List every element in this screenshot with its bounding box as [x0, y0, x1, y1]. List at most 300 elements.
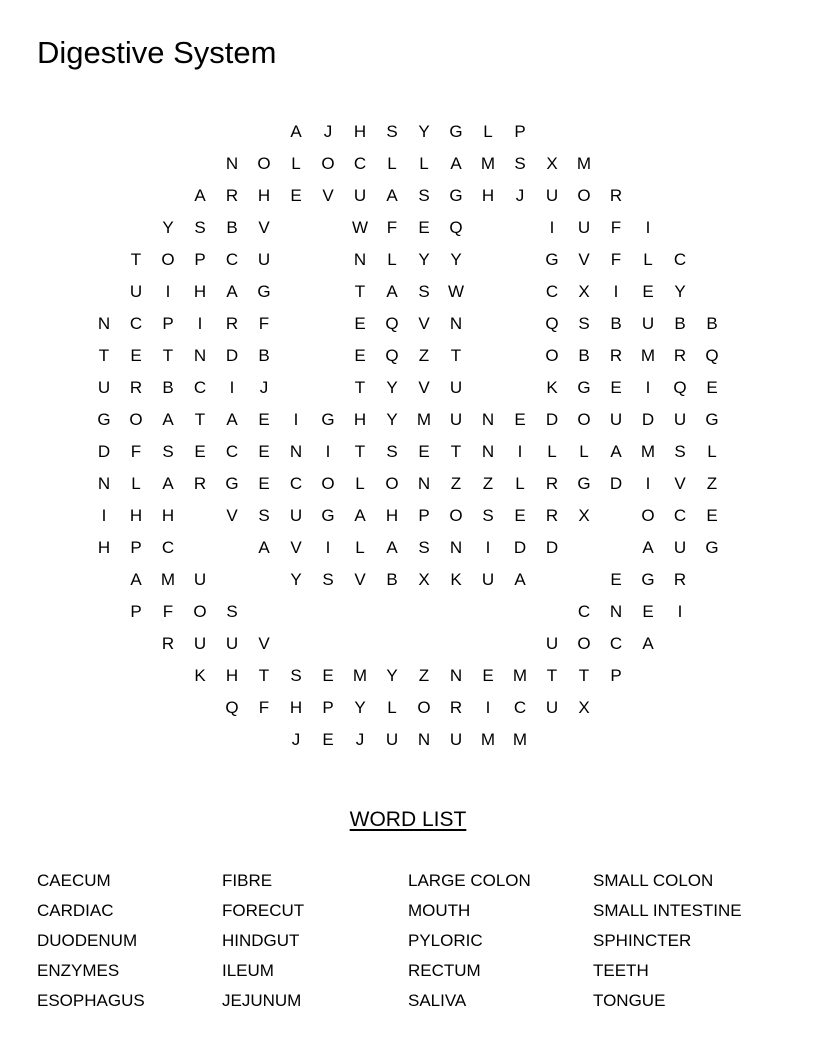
- grid-letter: P: [130, 602, 142, 621]
- grid-letter: S: [514, 154, 526, 173]
- grid-letter: G: [449, 186, 463, 205]
- grid-letter: S: [194, 218, 206, 237]
- grid-letter: E: [610, 570, 622, 589]
- grid-letter: A: [386, 282, 398, 301]
- grid-letter: A: [194, 186, 206, 205]
- grid-letter: D: [641, 410, 655, 429]
- grid-letter: G: [577, 378, 591, 397]
- grid-letter: G: [577, 474, 591, 493]
- grid-letter: N: [449, 538, 463, 557]
- grid-letter: V: [290, 538, 302, 557]
- grid-letter: C: [289, 474, 303, 493]
- grid-letter: E: [258, 410, 270, 429]
- grid-letter: L: [707, 442, 717, 461]
- grid-letter: N: [417, 730, 431, 749]
- grid-letter: V: [258, 634, 270, 653]
- grid-letter: R: [129, 378, 143, 397]
- grid-letter: S: [386, 122, 398, 141]
- grid-letter: N: [97, 314, 111, 333]
- grid-letter: L: [131, 474, 141, 493]
- grid-letter: X: [578, 282, 590, 301]
- grid-letter: S: [482, 506, 494, 525]
- grid-letter: H: [289, 698, 303, 717]
- word-list-item: HINDGUT: [222, 931, 300, 950]
- word-list-item: LARGE COLON: [408, 871, 531, 890]
- grid-letter: R: [161, 634, 175, 653]
- grid-letter: E: [194, 442, 206, 461]
- grid-letter: A: [642, 634, 654, 653]
- page-title: Digestive System: [37, 35, 277, 70]
- grid-letter: C: [161, 538, 175, 557]
- grid-letter: P: [322, 698, 334, 717]
- grid-letter: A: [258, 538, 270, 557]
- grid-letter: A: [386, 186, 398, 205]
- grid-letter: Y: [418, 250, 430, 269]
- grid-letter: B: [386, 570, 398, 589]
- grid-letter: E: [642, 602, 654, 621]
- grid-letter: O: [385, 474, 399, 493]
- grid-letter: M: [576, 154, 592, 173]
- grid-letter: U: [385, 730, 399, 749]
- grid-letter: H: [481, 186, 495, 205]
- grid-letter: U: [673, 410, 687, 429]
- grid-letter: C: [545, 282, 559, 301]
- grid-letter: M: [480, 730, 496, 749]
- grid-letter: U: [289, 506, 303, 525]
- grid-letter: F: [610, 250, 622, 269]
- grid-letter: F: [258, 698, 270, 717]
- grid-letter: O: [577, 186, 591, 205]
- grid-letter: V: [418, 378, 430, 397]
- grid-letter: C: [225, 250, 239, 269]
- grid-letter: R: [673, 346, 687, 365]
- grid-letter: Q: [673, 378, 687, 397]
- grid-letter: G: [545, 250, 559, 269]
- grid-letter: T: [258, 666, 270, 685]
- grid-letter: S: [674, 442, 686, 461]
- grid-letter: I: [485, 698, 491, 717]
- grid-letter: O: [129, 410, 143, 429]
- grid-letter: U: [545, 634, 559, 653]
- grid-letter: U: [577, 218, 591, 237]
- grid-letter: Q: [545, 314, 559, 333]
- grid-letter: V: [354, 570, 366, 589]
- grid-letter: G: [257, 282, 271, 301]
- grid-letter: U: [545, 698, 559, 717]
- grid-letter: Y: [674, 282, 686, 301]
- word-list-item: SPHINCTER: [593, 931, 692, 950]
- grid-letter: K: [194, 666, 206, 685]
- grid-letter: L: [483, 122, 493, 141]
- grid-letter: O: [577, 410, 591, 429]
- grid-letter: Z: [418, 666, 430, 685]
- grid-letter: H: [353, 122, 367, 141]
- word-list-column: [408, 868, 593, 1018]
- grid-letter: A: [642, 538, 654, 557]
- grid-letter: C: [513, 698, 527, 717]
- grid-letter: L: [291, 154, 301, 173]
- grid-letter: Q: [385, 314, 399, 333]
- grid-letter: A: [514, 570, 526, 589]
- grid-letter: O: [257, 154, 271, 173]
- grid-letter: R: [193, 474, 207, 493]
- grid-letter: H: [353, 410, 367, 429]
- word-list-item: CARDIAC: [37, 901, 114, 920]
- grid-letter: R: [449, 698, 463, 717]
- grid-letter: D: [609, 474, 623, 493]
- grid-letter: U: [673, 538, 687, 557]
- grid-letter: Y: [386, 666, 398, 685]
- word-list-item: FIBRE: [222, 871, 273, 890]
- grid-letter: H: [161, 506, 175, 525]
- grid-letter: I: [485, 538, 491, 557]
- grid-letter: E: [514, 410, 526, 429]
- grid-letter: E: [418, 442, 430, 461]
- grid-letter: I: [645, 218, 651, 237]
- grid-letter: N: [481, 442, 495, 461]
- grid-letter: Z: [482, 474, 494, 493]
- grid-letter: Z: [450, 474, 462, 493]
- grid-letter: P: [194, 250, 206, 269]
- grid-letter: I: [517, 442, 523, 461]
- grid-letter: P: [514, 122, 526, 141]
- grid-letter: E: [482, 666, 494, 685]
- grid-letter: R: [609, 346, 623, 365]
- grid-letter: C: [225, 442, 239, 461]
- grid-letter: U: [481, 570, 495, 589]
- grid-letter: X: [418, 570, 430, 589]
- grid-letter: E: [290, 186, 302, 205]
- grid-letter: F: [162, 602, 174, 621]
- grid-letter: I: [101, 506, 107, 525]
- grid-letter: E: [610, 378, 622, 397]
- grid-letter: M: [640, 442, 656, 461]
- grid-letter: O: [545, 346, 559, 365]
- grid-letter: Z: [418, 346, 430, 365]
- grid-letter: P: [610, 666, 622, 685]
- grid-letter: I: [645, 378, 651, 397]
- grid-letter: N: [449, 666, 463, 685]
- grid-letter: T: [354, 282, 366, 301]
- grid-letter: B: [578, 346, 590, 365]
- grid-letter: V: [226, 506, 238, 525]
- grid-letter: C: [577, 602, 591, 621]
- word-list-item: SALIVA: [408, 991, 467, 1010]
- grid-letter: H: [257, 186, 271, 205]
- grid-letter: E: [642, 282, 654, 301]
- grid-letter: G: [321, 506, 335, 525]
- grid-letter: N: [225, 154, 239, 173]
- grid-letter: B: [258, 346, 270, 365]
- grid-letter: T: [98, 346, 110, 365]
- grid-letter: A: [162, 410, 174, 429]
- grid-letter: G: [225, 474, 239, 493]
- grid-letter: G: [705, 538, 719, 557]
- grid-letter: U: [449, 378, 463, 397]
- grid-letter: D: [225, 346, 239, 365]
- grid-letter: A: [450, 154, 462, 173]
- grid-letter: E: [354, 314, 366, 333]
- grid-letter: U: [609, 410, 623, 429]
- grid-letter: R: [225, 186, 239, 205]
- grid-letter: F: [258, 314, 270, 333]
- word-list-title: WORD LIST: [349, 808, 467, 831]
- grid-letter: R: [673, 570, 687, 589]
- grid-letter: H: [97, 538, 111, 557]
- grid-letter: M: [160, 570, 176, 589]
- grid-letter: Q: [385, 346, 399, 365]
- word-list-column: [37, 868, 222, 1018]
- grid-letter: V: [418, 314, 430, 333]
- grid-letter: I: [645, 474, 651, 493]
- word-list-item: ILEUM: [222, 961, 274, 980]
- grid-letter: C: [673, 250, 687, 269]
- grid-letter: R: [545, 506, 559, 525]
- grid-letter: A: [226, 410, 238, 429]
- grid-letter: A: [162, 474, 174, 493]
- word-list-item: RECTUM: [408, 961, 481, 980]
- grid-letter: U: [193, 634, 207, 653]
- word-list-item: DUODENUM: [37, 931, 138, 950]
- grid-letter: J: [259, 378, 269, 397]
- grid-letter: D: [545, 410, 559, 429]
- grid-letter: E: [514, 506, 526, 525]
- grid-letter: O: [577, 634, 591, 653]
- word-list-item: ENZYMES: [37, 961, 120, 980]
- grid-letter: E: [258, 442, 270, 461]
- grid-letter: A: [130, 570, 142, 589]
- word-list-item: TONGUE: [593, 991, 666, 1010]
- grid-letter: G: [449, 122, 463, 141]
- grid-letter: C: [129, 314, 143, 333]
- word-list-item: ESOPHAGUS: [37, 991, 145, 1010]
- grid-letter: V: [322, 186, 334, 205]
- grid-letter: S: [322, 570, 334, 589]
- grid-letter: X: [578, 698, 590, 717]
- grid-letter: A: [386, 538, 398, 557]
- word-list-column: [593, 868, 778, 1018]
- grid-letter: K: [546, 378, 558, 397]
- grid-letter: E: [322, 666, 334, 685]
- grid-letter: P: [130, 538, 142, 557]
- grid-letter: F: [130, 442, 142, 461]
- grid-letter: J: [291, 730, 301, 749]
- word-list-item: PYLORIC: [408, 931, 483, 950]
- grid-letter: J: [323, 122, 333, 141]
- grid-letter: R: [545, 474, 559, 493]
- grid-letter: M: [480, 154, 496, 173]
- grid-letter: E: [354, 346, 366, 365]
- grid-letter: L: [355, 538, 365, 557]
- grid-letter: L: [515, 474, 525, 493]
- grid-letter: T: [546, 666, 558, 685]
- grid-letter: L: [355, 474, 365, 493]
- grid-letter: T: [130, 250, 142, 269]
- grid-letter: E: [706, 378, 718, 397]
- grid-letter: S: [386, 442, 398, 461]
- grid-letter: I: [197, 314, 203, 333]
- grid-letter: M: [352, 666, 368, 685]
- word-list-item: FORECUT: [222, 901, 305, 920]
- grid-letter: T: [578, 666, 590, 685]
- grid-letter: O: [321, 474, 335, 493]
- grid-letter: I: [229, 378, 235, 397]
- grid-letter: H: [193, 282, 207, 301]
- grid-letter: L: [387, 250, 397, 269]
- grid-letter: U: [545, 186, 559, 205]
- grid-letter: C: [193, 378, 207, 397]
- word-list: [37, 868, 797, 1018]
- grid-letter: C: [609, 634, 623, 653]
- grid-letter: D: [545, 538, 559, 557]
- grid-letter: Z: [706, 474, 718, 493]
- grid-letter: L: [387, 698, 397, 717]
- grid-letter: N: [193, 346, 207, 365]
- grid-letter: S: [418, 186, 430, 205]
- grid-letter: T: [450, 442, 462, 461]
- grid-letter: G: [321, 410, 335, 429]
- grid-letter: I: [325, 442, 331, 461]
- grid-letter: H: [129, 506, 143, 525]
- word-list-item: SMALL COLON: [593, 871, 714, 890]
- grid-letter: O: [193, 602, 207, 621]
- grid-letter: D: [513, 538, 527, 557]
- grid-letter: K: [450, 570, 462, 589]
- grid-letter: B: [706, 314, 718, 333]
- grid-letter: H: [225, 666, 239, 685]
- grid-letter: R: [225, 314, 239, 333]
- word-list-item: CAECUM: [37, 871, 111, 890]
- grid-letter: O: [641, 506, 655, 525]
- grid-letter: T: [354, 442, 366, 461]
- grid-letter: Q: [449, 218, 463, 237]
- grid-row: [0, 730, 816, 772]
- grid-letter: E: [418, 218, 430, 237]
- grid-letter: E: [322, 730, 334, 749]
- grid-letter: B: [674, 314, 686, 333]
- grid-letter: T: [450, 346, 462, 365]
- grid-letter: U: [641, 314, 655, 333]
- grid-letter: F: [386, 218, 398, 237]
- grid-letter: E: [706, 506, 718, 525]
- grid-letter: B: [226, 218, 238, 237]
- grid-letter: U: [97, 378, 111, 397]
- grid-letter: I: [549, 218, 555, 237]
- grid-letter: Y: [354, 698, 366, 717]
- grid-letter: L: [387, 154, 397, 173]
- grid-row: [0, 602, 816, 644]
- grid-letter: S: [418, 538, 430, 557]
- grid-letter: F: [610, 218, 622, 237]
- grid-letter: S: [418, 282, 430, 301]
- grid-letter: Q: [225, 698, 239, 717]
- word-list-item: TEETH: [593, 961, 649, 980]
- grid-letter: A: [290, 122, 302, 141]
- grid-letter: W: [351, 218, 369, 237]
- grid-letter: I: [165, 282, 171, 301]
- word-list-item: SMALL INTESTINE: [593, 901, 742, 920]
- grid-letter: C: [353, 154, 367, 173]
- grid-letter: U: [449, 410, 463, 429]
- grid-letter: N: [97, 474, 111, 493]
- grid-letter: R: [609, 186, 623, 205]
- grid-letter: E: [130, 346, 142, 365]
- word-list-column: [222, 868, 407, 1018]
- word-list-item: MOUTH: [408, 901, 471, 920]
- grid-letter: N: [449, 314, 463, 333]
- grid-letter: S: [578, 314, 590, 333]
- grid-letter: U: [193, 570, 207, 589]
- grid-letter: N: [609, 602, 623, 621]
- grid-letter: E: [258, 474, 270, 493]
- grid-letter: S: [258, 506, 270, 525]
- grid-letter: I: [613, 282, 619, 301]
- grid-letter: I: [293, 410, 299, 429]
- grid-letter: I: [325, 538, 331, 557]
- grid-letter: P: [162, 314, 174, 333]
- grid-letter: M: [512, 730, 528, 749]
- grid-letter: N: [289, 442, 303, 461]
- grid-letter: C: [673, 506, 687, 525]
- grid-letter: G: [97, 410, 111, 429]
- grid-letter: Y: [386, 378, 398, 397]
- grid-letter: L: [419, 154, 429, 173]
- grid-letter: L: [643, 250, 653, 269]
- grid-letter: T: [194, 410, 206, 429]
- grid-letter: Y: [290, 570, 302, 589]
- grid-letter: W: [447, 282, 465, 301]
- grid-letter: A: [354, 506, 366, 525]
- grid-letter: I: [677, 602, 683, 621]
- grid-letter: A: [226, 282, 238, 301]
- grid-letter: Y: [450, 250, 462, 269]
- grid-letter: N: [417, 474, 431, 493]
- grid-letter: O: [417, 698, 431, 717]
- grid-letter: B: [610, 314, 622, 333]
- grid-letter: Y: [418, 122, 430, 141]
- grid-letter: Q: [705, 346, 719, 365]
- word-list-heading: [0, 808, 816, 832]
- grid-letter: N: [481, 410, 495, 429]
- grid-letter: G: [641, 570, 655, 589]
- grid-letter: B: [162, 378, 174, 397]
- word-list-item: JEJUNUM: [222, 991, 302, 1010]
- grid-letter: M: [416, 410, 432, 429]
- grid-letter: S: [162, 442, 174, 461]
- grid-letter: U: [129, 282, 143, 301]
- grid-letter: Y: [162, 218, 174, 237]
- grid-letter: N: [353, 250, 367, 269]
- grid-letter: L: [547, 442, 557, 461]
- grid-letter: V: [578, 250, 590, 269]
- grid-letter: U: [225, 634, 239, 653]
- grid-letter: O: [161, 250, 175, 269]
- grid-letter: U: [449, 730, 463, 749]
- grid-letter: G: [705, 410, 719, 429]
- grid-letter: S: [290, 666, 302, 685]
- grid-letter: Y: [386, 410, 398, 429]
- grid-letter: U: [257, 250, 271, 269]
- grid-letter: O: [449, 506, 463, 525]
- grid-letter: M: [512, 666, 528, 685]
- grid-letter: A: [610, 442, 622, 461]
- grid-letter: D: [97, 442, 111, 461]
- grid-letter: J: [355, 730, 365, 749]
- grid-letter: S: [226, 602, 238, 621]
- grid-letter: M: [640, 346, 656, 365]
- grid-letter: T: [162, 346, 174, 365]
- grid-letter: T: [354, 378, 366, 397]
